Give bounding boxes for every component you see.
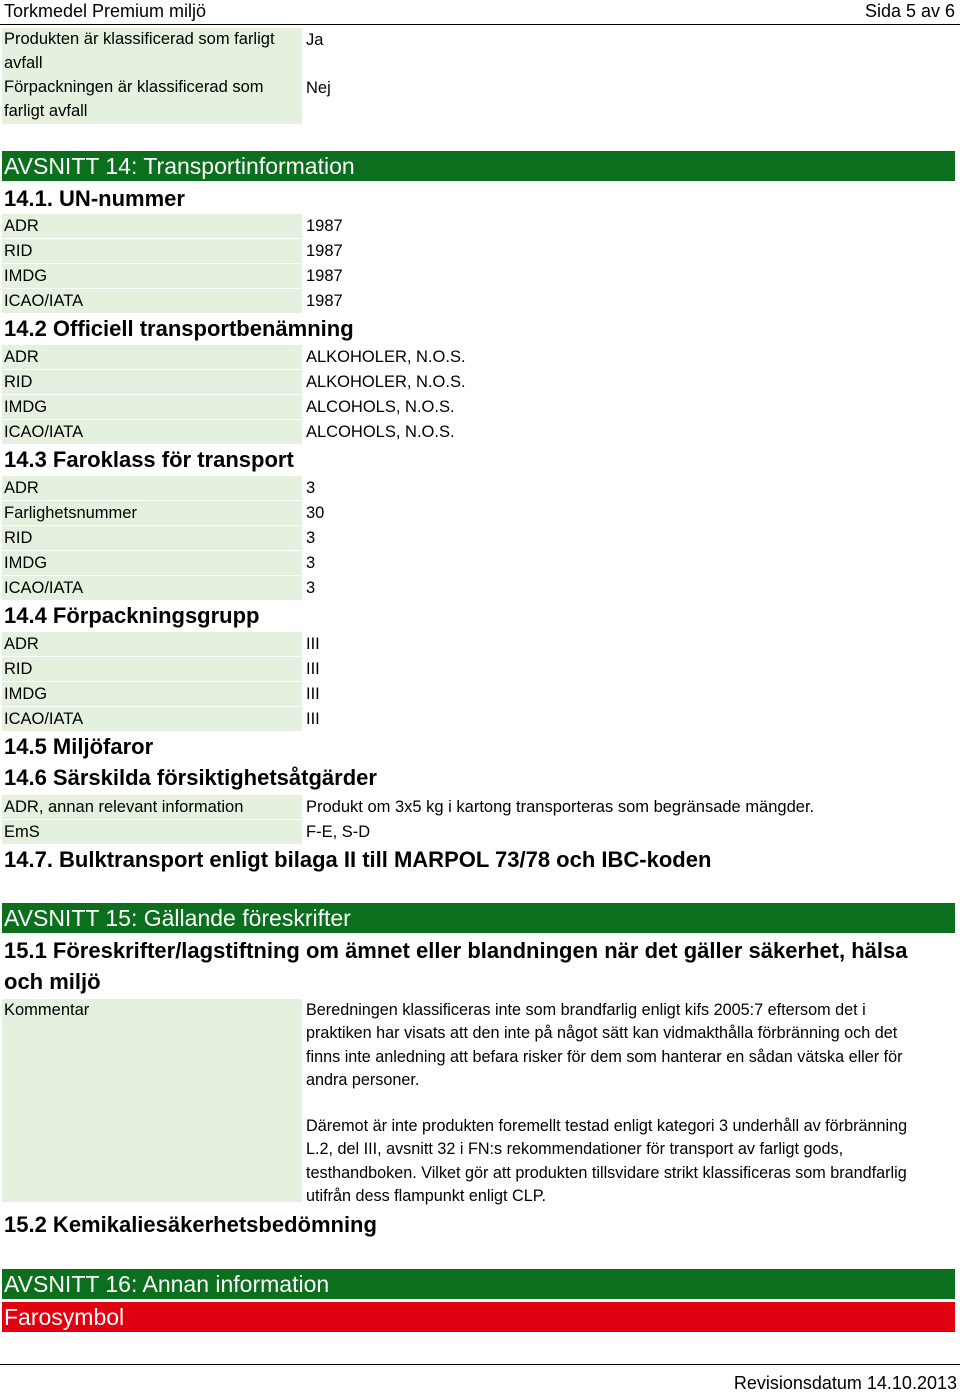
name-value-icao: ALCOHOLS, N.O.S. <box>306 423 455 441</box>
name-label-imdg: IMDG <box>2 395 302 419</box>
precaution-label-ems: EmS <box>2 820 302 844</box>
un-label-imdg: IMDG <box>2 264 302 288</box>
hazard-class-heading: 14.3 Faroklass för transport <box>4 447 294 472</box>
waste-label-packaging: Förpackningen är klassificerad som farligt avfall <box>2 76 302 124</box>
chemical-safety-heading: 15.2 Kemikaliesäkerhetsbedömning <box>4 1212 377 1237</box>
un-value-imdg: 1987 <box>306 267 343 285</box>
environmental-hazards-heading: 14.5 Miljöfaror <box>4 734 154 759</box>
name-value-rid: ALKOHOLER, N.O.S. <box>306 373 466 391</box>
un-value-icao: 1987 <box>306 292 343 310</box>
hazard-symbol-heading: Farosymbol <box>2 1302 955 1332</box>
un-label-rid: RID <box>2 239 302 263</box>
hazard-value-imdg: 3 <box>306 554 316 572</box>
hazard-label-rid: RID <box>2 526 302 550</box>
shipping-name-heading: 14.2 Officiell transportbenämning <box>4 316 354 341</box>
comment-text <box>306 999 926 1208</box>
packing-group-heading: 14.4 Förpackningsgrupp <box>4 603 260 628</box>
packing-value-rid: III <box>306 660 320 678</box>
packing-value-icao: III <box>306 710 320 728</box>
comment-label: Kommentar <box>2 999 302 1202</box>
hazard-label-hazard-number: Farlighetsnummer <box>2 501 302 525</box>
page-number: Sida 5 av 6 <box>864 1 955 21</box>
hazard-label-icao: ICAO/IATA <box>2 576 302 600</box>
footer-divider <box>0 1364 960 1365</box>
comment-paragraph-1: Beredningen klassificeras inte som brandfarlig enligt kifs 2005:7 eftersom det i praktiken har visats att den inte på något sätt kan vidmakthålla förbränning och det finns inte anledning att befara risker för dem som hanterar en sådan vätska eller för andra personer. <box>306 1001 903 1089</box>
name-value-imdg: ALCOHOLS, N.O.S. <box>306 398 455 416</box>
waste-value-packaging: Nej <box>306 79 331 97</box>
waste-label-product: Produkten är klassificerad som farligt avfall <box>2 28 302 76</box>
precaution-value-ems: F-E, S-D <box>306 823 371 841</box>
special-precautions-heading: 14.6 Särskilda försiktighetsåtgärder <box>4 765 377 790</box>
packing-label-adr: ADR <box>2 632 302 656</box>
name-label-icao: ICAO/IATA <box>2 420 302 444</box>
packing-value-adr: III <box>306 635 320 653</box>
revision-date: Revisionsdatum 14.10.2013 <box>733 1373 957 1393</box>
hazard-label-adr: ADR <box>2 476 302 500</box>
document-title: Torkmedel Premium miljö <box>4 1 207 21</box>
section-16-heading: AVSNITT 16: Annan information <box>2 1269 955 1299</box>
section-14-heading: AVSNITT 14: Transportinformation <box>2 151 955 181</box>
un-value-adr: 1987 <box>306 217 343 235</box>
section-15-heading: AVSNITT 15: Gällande föreskrifter <box>2 903 955 933</box>
packing-value-imdg: III <box>306 685 320 703</box>
hazard-value-adr: 3 <box>306 479 316 497</box>
comment-paragraph-2: Däremot är inte produkten foremellt testad enligt kategori 3 underhåll av förbränning L.2, del III, avsnitt 32 i FN:s rekommendationer för transport av farligt gods, testhandboken. Vilket gör att produkten tillsvidare strikt klassificeras som brandfarlig utifrån dess flampunkt enligt CLP. <box>306 1117 908 1206</box>
name-label-adr: ADR <box>2 345 302 369</box>
bulk-transport-heading: 14.7. Bulktransport enligt bilaga II till MARPOL 73/78 och IBC-koden <box>4 847 712 872</box>
header-divider <box>0 24 960 25</box>
precaution-label-adr-info: ADR, annan relevant information <box>2 795 302 819</box>
hazard-value-hazard-number: 30 <box>306 504 325 522</box>
un-label-adr: ADR <box>2 214 302 238</box>
hazard-value-icao: 3 <box>306 579 316 597</box>
hazard-label-imdg: IMDG <box>2 551 302 575</box>
name-label-rid: RID <box>2 370 302 394</box>
un-value-rid: 1987 <box>306 242 343 260</box>
name-value-adr: ALKOHOLER, N.O.S. <box>306 348 466 366</box>
waste-value-product: Ja <box>306 31 324 49</box>
packing-label-imdg: IMDG <box>2 682 302 706</box>
precaution-value-adr-info: Produkt om 3x5 kg i kartong transporteras som begränsade mängder. <box>306 798 815 816</box>
regulations-heading: 15.1 Föreskrifter/lagstiftning om ämnet eller blandningen när det gäller säkerhet, hälsa och miljö <box>4 938 908 994</box>
packing-label-icao: ICAO/IATA <box>2 707 302 731</box>
un-label-icao: ICAO/IATA <box>2 289 302 313</box>
packing-label-rid: RID <box>2 657 302 681</box>
un-number-heading: 14.1. UN-nummer <box>4 186 185 211</box>
hazard-value-rid: 3 <box>306 529 316 547</box>
